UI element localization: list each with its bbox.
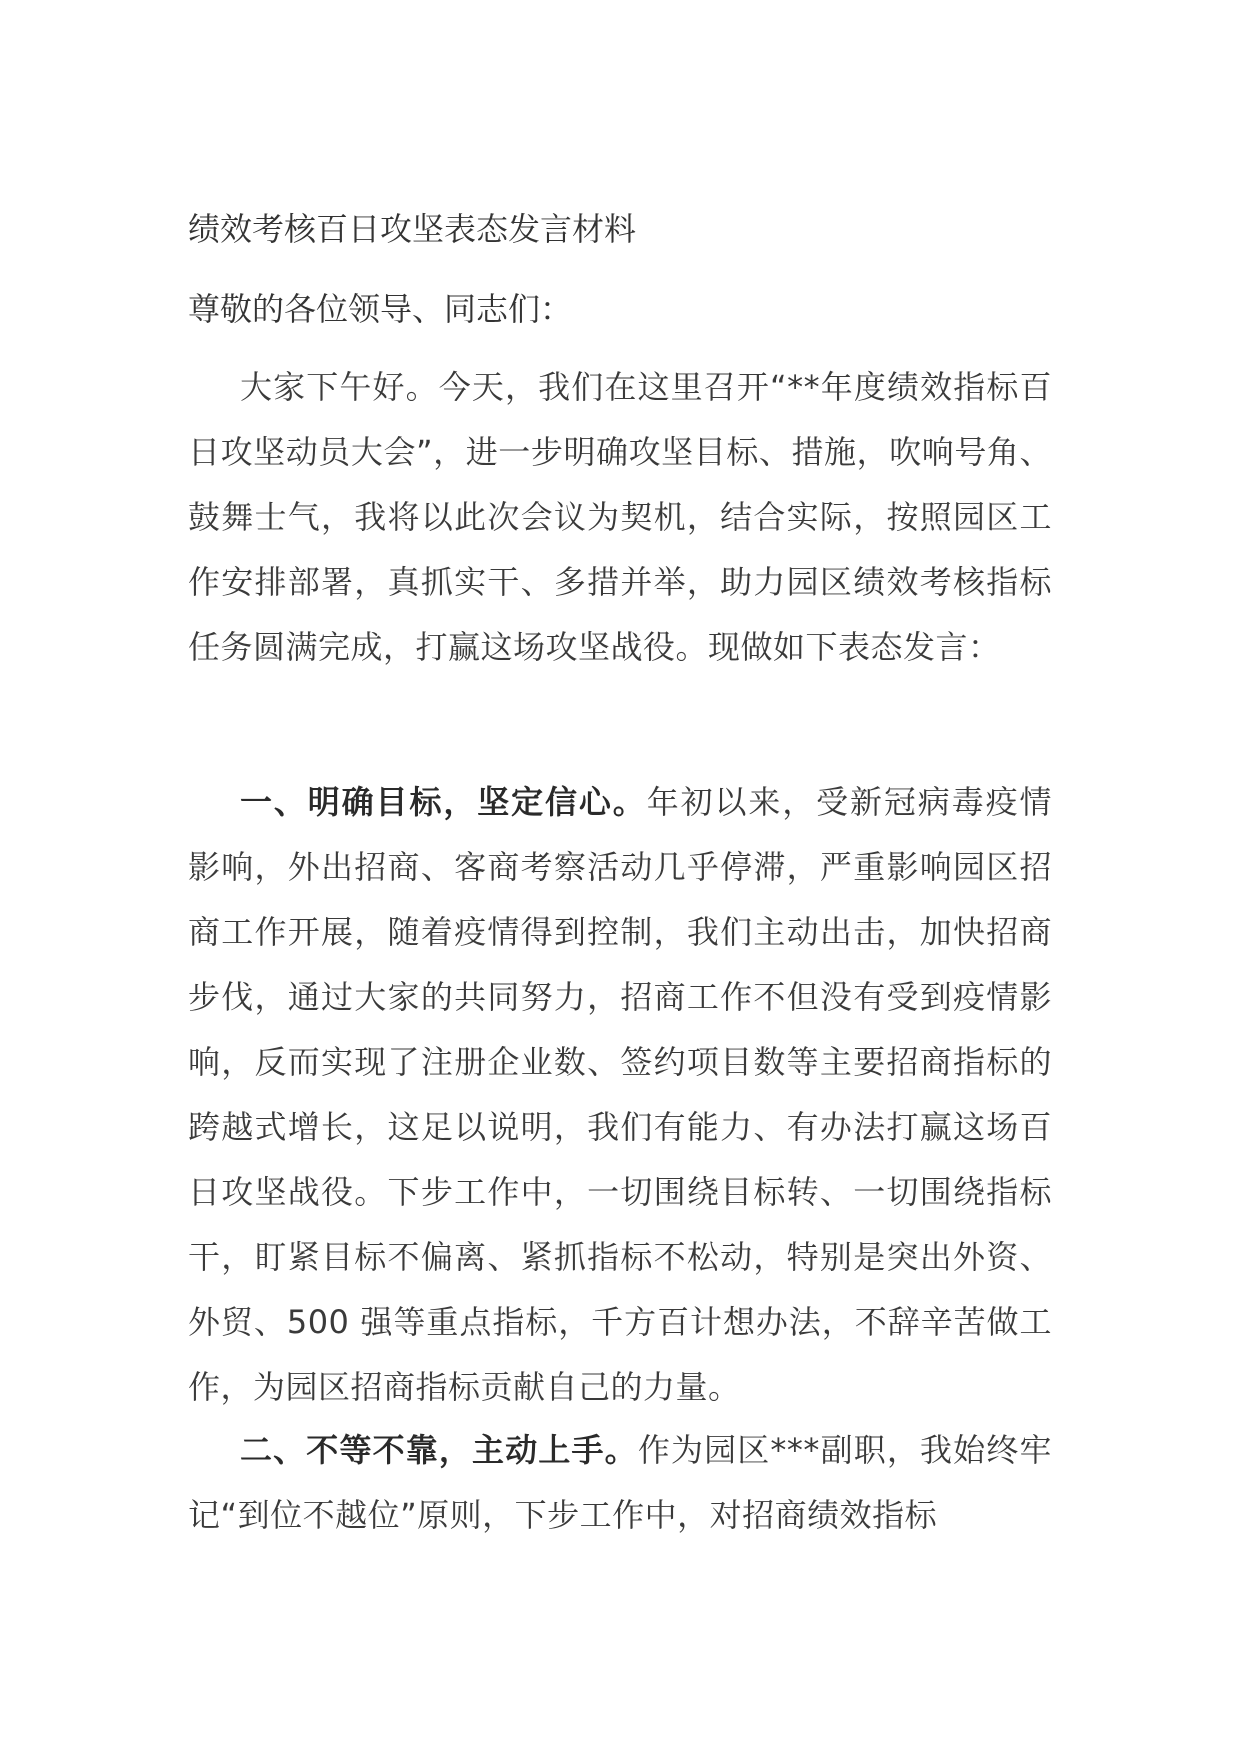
- section-heading: 二、不等不靠，主动上手。: [240, 1431, 638, 1469]
- paragraph-text: 年初以来，受新冠病毒疫情影响，外出招商、客商考察活动几乎停滞，严重影响园区招商工作开展，随着疫情得到控制，我们主动出击，加快招商步伐，通过大家的共同努力，招商工作不但没有受到疫情影响，反而实现了注册企业数、签约项目数等主要招商指标的跨越式增长，这足以说明，我们有能力、有办法打赢这场百日攻坚战役。下步工作中，一切围绕目标转、一切围绕指标干，盯紧目标不偏离、紧抓指标不松动，特别是突出外资、外贸、500 强等重点指标，千方百计想办法，不辞辛苦做工作，为园区招商指标贡献自己的力量。: [188, 783, 1052, 1406]
- section-heading: 一、明确目标，坚定信心。: [240, 783, 647, 821]
- document-title: 绩效考核百日攻坚表态发言材料: [188, 210, 637, 248]
- paragraph-section-1: [188, 770, 1052, 1420]
- paragraph-text: 作为园区***副职，我始终牢记“到位不越位”原则，下步工作中，对招商绩效指标: [188, 1431, 1052, 1534]
- paragraph-section-2: [188, 1418, 1052, 1548]
- salutation: 尊敬的各位领导、同志们：: [188, 290, 573, 328]
- paragraph-text: 大家下午好。今天，我们在这里召开“**年度绩效指标百日攻坚动员大会”，进一步明确攻坚目标、措施，吹响号角、鼓舞士气，我将以此次会议为契机，结合实际，按照园区工作安排部署，真抓实干、多措并举，助力园区绩效考核指标任务圆满完成，打赢这场攻坚战役。现做如下表态发言：: [188, 368, 1052, 666]
- paragraph-intro: [188, 355, 1052, 680]
